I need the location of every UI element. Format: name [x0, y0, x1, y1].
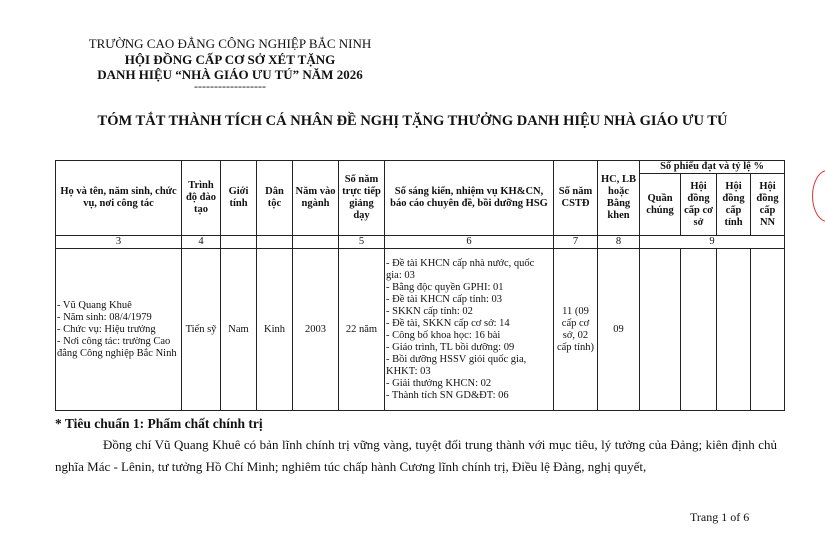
initiative-item: - Công bố khoa học: 16 bài	[386, 329, 501, 341]
header-vote-national: Hội đồng cấp NN	[751, 174, 785, 236]
vote-base-cell	[681, 249, 717, 411]
document-title: TÓM TẮT THÀNH TÍCH CÁ NHÂN ĐỀ NGHỊ TẶNG THƯỞNG DANH HIỆU NHÀ GIÁO ƯU TÚ	[97, 113, 728, 129]
ethnic-cell: Kinh	[257, 249, 293, 411]
award-name: DANH HIỆU “NHÀ GIÁO ƯU TÚ” NĂM 2026	[97, 67, 363, 82]
initiative-item: - Đề tài, SKKN cấp cơ sở: 14	[386, 317, 510, 329]
header-vote-masses: Quần chúng	[640, 174, 681, 236]
header-divider: ------------------	[194, 79, 266, 93]
degree-cell: Tiến sỹ	[182, 249, 221, 411]
years-teaching-cell: 22 năm	[339, 249, 385, 411]
person-name: - Vũ Quang Khuê	[57, 299, 132, 311]
initiative-item: - Đề tài KHCN cấp nhà nước, quốc gia: 03	[386, 257, 535, 281]
header-gender: Giới tính	[221, 161, 257, 236]
col-number: 9	[640, 236, 785, 249]
initiative-item: - Thành tích SN GD&ĐT: 06	[386, 389, 509, 401]
person-birth: - Năm sinh: 08/4/1979	[57, 311, 152, 323]
initiatives-cell	[385, 249, 554, 411]
vote-masses-cell	[640, 249, 681, 411]
vote-national-cell	[751, 249, 785, 411]
header-degree: Trình độ đào tạo	[182, 161, 221, 236]
col-number-empty	[257, 236, 293, 249]
header-cstd: Số năm CSTĐ	[554, 161, 598, 236]
col-number: 8	[598, 236, 640, 249]
hc-cell: 09	[598, 249, 640, 411]
initiative-item: - Bằng độc quyền GPHI: 01	[386, 281, 504, 293]
header-year-start: Năm vào ngành	[293, 161, 339, 236]
header-name: Họ và tên, năm sinh, chức vụ, nơi công tác	[56, 161, 182, 236]
col-number-empty	[293, 236, 339, 249]
initiative-item: - Bồi dưỡng HSSV giỏi quốc gia, KHKT: 03	[386, 353, 527, 377]
header-hc: HC, LB hoặc Bằng khen	[598, 161, 640, 236]
paragraph-text: Đồng chí Vũ Quang Khuê có bản lĩnh chính trị vững vàng, tuyệt đối trung thành với mục tiêu, lý tưởng của Đảng; kiên định chủ nghĩa Mác - Lênin, tư tưởng Hồ Chí Minh; nghiêm túc chấp hành Cương lĩnh chính trị, Điều lệ Đảng, nghị quyết,	[55, 437, 777, 474]
col-number: 5	[339, 236, 385, 249]
initiative-item: - Giải thưởng KHCN: 02	[386, 377, 492, 389]
year-start-cell: 2003	[293, 249, 339, 411]
col-number: 3	[56, 236, 182, 249]
col-number-empty	[221, 236, 257, 249]
initiative-item: - SKKN cấp tỉnh: 02	[386, 305, 473, 317]
initiative-item: - Đề tài KHCN cấp tỉnh: 03	[386, 293, 503, 305]
person-position: - Chức vụ: Hiệu trưởng	[57, 323, 156, 335]
col-number: 6	[385, 236, 554, 249]
cstd-cell: 11 (09 cấp cơ sở, 02 cấp tỉnh)	[554, 249, 598, 411]
vote-province-cell	[717, 249, 751, 411]
page-number: Trang 1 of 6	[690, 510, 750, 524]
person-workplace: - Nơi công tác: trường Cao đẳng Công nghiệp Bắc Ninh	[57, 335, 177, 359]
header-votes: Số phiếu đạt và tỷ lệ %	[640, 161, 785, 174]
header-initiatives: Số sáng kiến, nhiệm vụ KH&CN, báo cáo chuyên đề, bồi dưỡng HSG	[385, 161, 554, 236]
council-name: HỘI ĐỒNG CẤP CƠ SỞ XÉT TẶNG	[124, 52, 336, 67]
achievement-table	[55, 160, 785, 411]
criterion-paragraph	[55, 434, 777, 478]
criterion-heading: * Tiêu chuẩn 1: Phẩm chất chính trị	[55, 416, 263, 431]
header-vote-province: Hội đồng cấp tỉnh	[717, 174, 751, 236]
header-years-teaching: Số năm trực tiếp giảng dạy	[339, 161, 385, 236]
initiative-item: - Giáo trình, TL bồi dưỡng: 09	[386, 341, 515, 353]
person-info	[56, 249, 182, 411]
red-stamp-mark	[812, 170, 825, 222]
col-number: 7	[554, 236, 598, 249]
col-number: 4	[182, 236, 221, 249]
header-vote-base: Hội đồng cấp cơ sở	[681, 174, 717, 236]
school-name: TRƯỜNG CAO ĐẲNG CÔNG NGHIỆP BẮC NINH	[88, 36, 372, 51]
gender-cell: Nam	[221, 249, 257, 411]
header-ethnic: Dân tộc	[257, 161, 293, 236]
